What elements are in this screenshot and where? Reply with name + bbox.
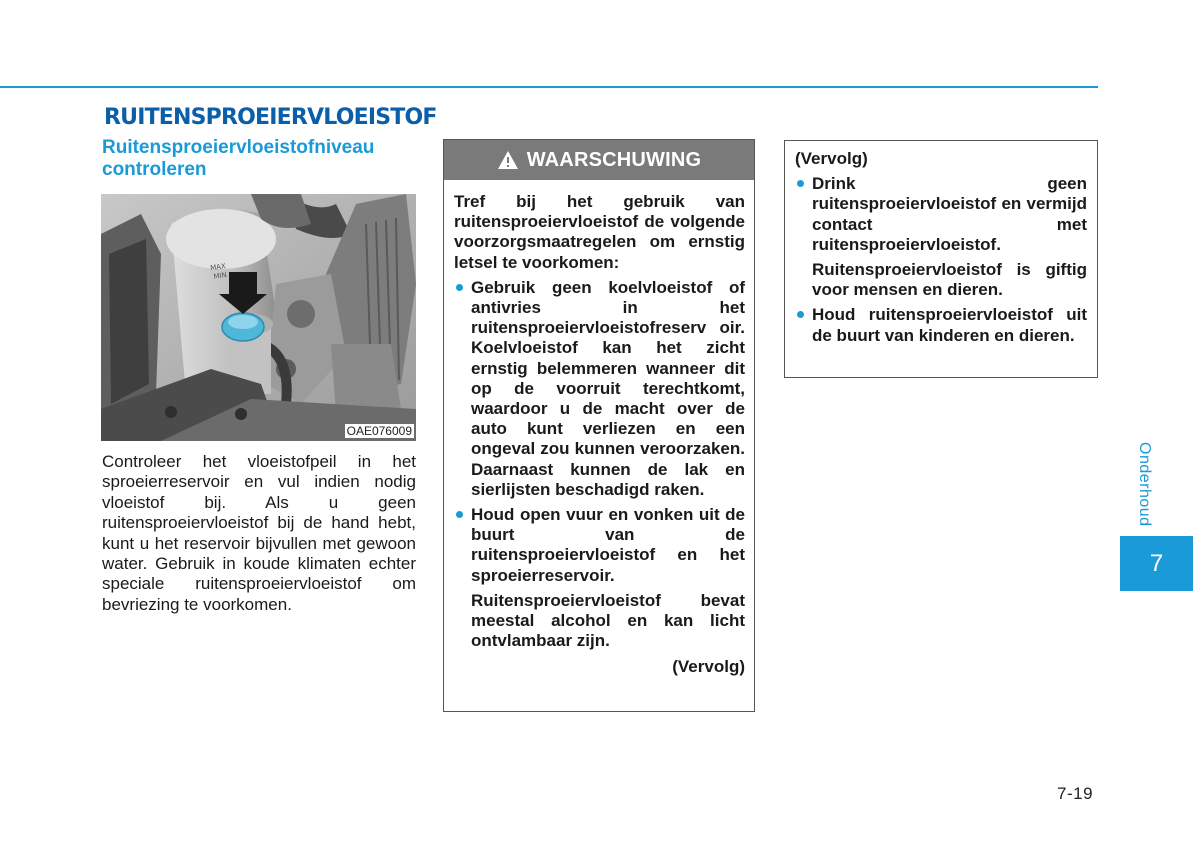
section-title: RUITENSPROEIERVLOEISTOF: [104, 105, 437, 130]
continuation-bullet: Drink geen ruitensproeiervloeistof en vermijd contact met ruitensproeiervloeistof.: [795, 174, 1087, 255]
continuation-bullet: Houd ruitensproeiervloeistof uit de buurt van kinderen en dieren.: [795, 305, 1087, 345]
subsection-title: Ruitensproeiervloeistofniveau controleren: [102, 137, 375, 180]
warning-note: Ruitensproeiervloeistof bevat meestal alcohol en kan licht ontvlambaar zijn.: [471, 590, 745, 651]
chapter-label: Onderhoud: [1136, 442, 1153, 527]
page-number: 7-19: [1057, 784, 1094, 803]
warning-box: [443, 139, 755, 712]
warning-intro: Tref bij het gebruik van ruitensproeiervloeistof de volgende voorzorgsmaatregelen om ernstig letsel te voorkomen:: [454, 192, 745, 272]
continuation-box: [784, 140, 1098, 378]
warning-bullet: Gebruik geen koelvloeistof of antivries in het ruitensproeiervloeistofreserv oir. Koelvloeistof kan het zicht ernstig belemmeren wanneer dit op de voorruit terechtkomt, waardoor u de macht over de auto kunt verliezen en een ongeval zou kunnen veroorzaken. Daarnaast kunnen de lak en sierlijsten beschadigd raken.: [454, 278, 745, 500]
figure-code: OAE076009: [346, 424, 412, 438]
warning-bullet: Houd open vuur en vonken uit de buurt van de ruitensproeiervloeistof en het sproeierreservoir.: [454, 505, 745, 586]
continuation-heading: (Vervolg): [795, 149, 868, 168]
body-text: Controleer het vloeistofpeil in het sproeierreservoir en vul indien nodig vloeistof bij. Als u geen ruitensproeiervloeistof bij de hand hebt, kunt u het reservoir bijvullen met gewoon water. Gebruik in koude klimaten echter speciale ruitensproeiervloeistof om bevriezing te voorkomen.: [102, 452, 416, 614]
warning-triangle-icon: [497, 150, 519, 170]
continuation-note: Ruitensproeiervloeistof is giftig voor mensen en dieren.: [812, 260, 1087, 300]
warning-header: [444, 140, 754, 180]
min-label: MIN: [212, 271, 228, 281]
max-label: MAX: [209, 262, 227, 273]
engine-bay-illustration: [101, 194, 416, 441]
warning-title: WAARSCHUWING: [526, 148, 702, 171]
top-rule: [0, 86, 1098, 88]
continued-label: (Vervolg): [672, 657, 745, 677]
engine-bay-drawing: [101, 194, 416, 441]
chapter-tab: 7: [1120, 536, 1193, 591]
